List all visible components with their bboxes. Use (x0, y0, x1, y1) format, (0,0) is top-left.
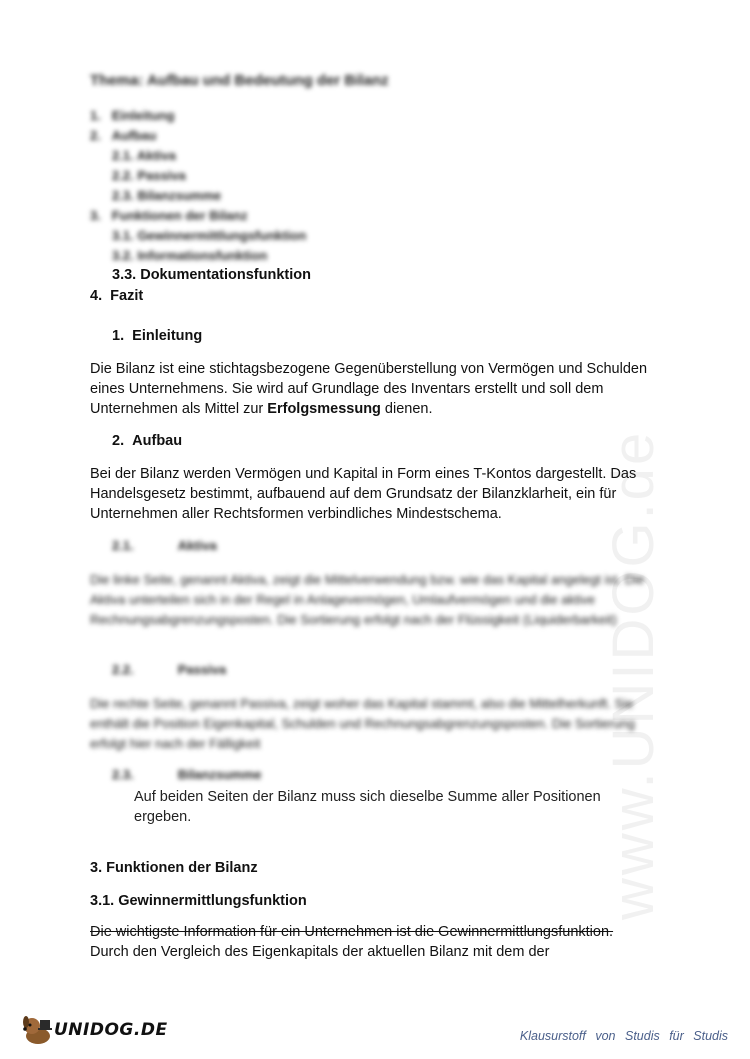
page-title: Thema: Aufbau und Bedeutung der Bilanz (90, 72, 389, 89)
passiva-paragraph: Die rechte Seite, genannt Passiva, zeigt woher das Kapital stammt, also die Mittelherkunft. Sie enthält die Position Eigenkapital, Schulden und Rechnungsabgrenzungsposten. Die Sortierung erfolgt hier nach der Fälligkeit (90, 696, 635, 751)
section-heading-passiva: 2.2. Passiva (112, 662, 227, 677)
section-heading-bilanzsumme: 2.3. Bilanzsumme (112, 767, 262, 782)
toc-item: 2.1. Aktiva (112, 148, 176, 163)
toc-item: 3.3. Dokumentationsfunktion (112, 267, 311, 283)
logo-text: UNIDOG.DE (54, 1020, 168, 1040)
section-heading-gewinnermittlung: 3.1. Gewinnermittlungsfunktion (90, 893, 307, 909)
toc-item: 3. Funktionen der Bilanz (90, 208, 248, 223)
einleitung-paragraph: Die Bilanz ist eine stichtagsbezogene Gegenüberstellung von Vermögen und Schulden eines Unternehmens. Sie wird auf Grundlage des Inventars erstellt und soll dem Unternehmen als Mittel zur Erfolgsmessung dienen. (90, 361, 648, 417)
section-heading-einleitung: 1. Einleitung (112, 328, 203, 344)
aufbau-paragraph: Bei der Bilanz werden Vermögen und Kapital in Form eines T-Kontos dargestellt. Das Handelsgesetz bestimmt, aufbauend auf dem Grundsatz der Bilanzklarheit, ein für Unternehmen aller Rechtsformen verbindliches Mindestschema. (90, 466, 637, 522)
gewinn-paragraph-line-1: Die wichtigste Information für ein Unternehmen ist die Gewinnermittlungsfunktion. (90, 924, 614, 940)
footer-tagline: Klausurstoff von Studis für Studis (519, 1029, 728, 1043)
toc-item: 2.3. Bilanzsumme (112, 188, 222, 203)
toc-item: 2.2. Passiva (112, 168, 186, 183)
aktiva-paragraph: Die linke Seite, genannt Aktiva, zeigt die Mittelverwendung bzw. wie das Kapital angelegt ist. Die Aktiva unterteilen sich in der Regel in Anlagevermögen, Umlaufvermögen und die aktive Rechnungsabgrenzungsposten. Die Sortierung erfolgt nach der Flüssigkeit (Liquiderbarkeit) (90, 572, 645, 627)
watermark: www.UNIDOG.de (601, 429, 666, 920)
section-heading-aktiva: 2.1. Aktiva (112, 538, 217, 553)
section-heading-funktionen: 3. Funktionen der Bilanz (90, 860, 258, 876)
toc-item: 4. Fazit (90, 288, 144, 304)
toc-item: 3.1. Gewinnermittlungsfunktion (112, 228, 307, 243)
toc-item: 2. Aufbau (90, 128, 157, 143)
toc-item: 3.2. Informationsfunktion (112, 248, 268, 263)
bilanzsumme-paragraph: Auf beiden Seiten der Bilanz muss sich dieselbe Summe aller Positionen ergeben. (134, 789, 601, 825)
gewinn-paragraph-line-2: Durch den Vergleich des Eigenkapitals der aktuellen Bilanz mit dem der (90, 944, 550, 960)
section-heading-aufbau: 2. Aufbau (112, 433, 183, 449)
dog-icon (20, 1012, 56, 1048)
toc-item: 1. Einleitung (90, 108, 175, 123)
unidog-logo (20, 1012, 168, 1048)
